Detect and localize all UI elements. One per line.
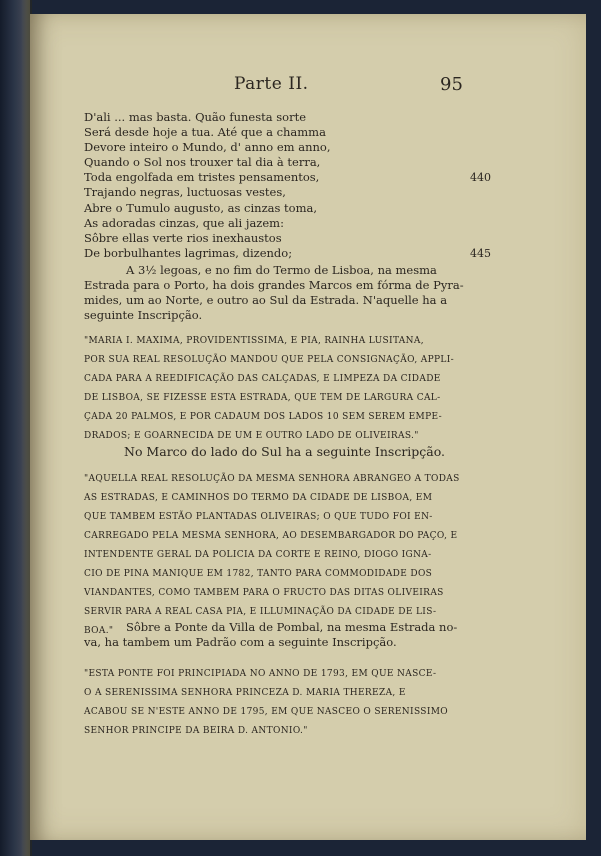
south-marker-heading: No Marco do lado do Sul ha a seguinte Inscripção. [124,444,446,459]
pombal-paragraph: Sôbre a Ponte da Villa de Pombal, na mesma Estrada no- va, ha tambem um Padrão com a seguinte Inscripção. [84,620,458,649]
running-title: Parte II. [234,74,309,94]
book-page [30,14,586,840]
north-marker-inscription: "MARIA I. MAXIMA, PROVIDENTISSIMA, E PIA, RAINHA LUSITANA, POR SUA REAL RESOLUÇÃO MANDOU QUE PELA CONSIGNAÇÃO, APPLI- CADA PARA A REEDIFICAÇÃO DAS CALÇADAS, E LIMPEZA DA CIDADE DE LISBOA, SE FIZESSE ESTA ESTRADA, QUE TEM DE LARGURA CAL- ÇADA 20 PALMOS, E POR CADAUM DOS LADOS 10 SEM SEREM EMPE- DRADOS; E GOARNECIDA DE UM E OUTRO LADO DE OLIVEIRAS." [84,336,455,441]
poem-line: Trajando negras, luctuosas vestes, [84,185,286,200]
poem-line: De borbulhantes lagrimas, dizendo; 445 [84,245,491,260]
page-number: 95 [440,74,463,95]
line-number: 440 [470,171,491,185]
poem-line: Será desde hoje a tua. Até que a chamma [84,125,326,140]
poem-line: Toda engolfada em tristes pensamentos, 440 [84,170,491,185]
line-number: 445 [470,246,491,260]
page-header [30,74,586,102]
south-marker-inscription: "AQUELLA REAL RESOLUÇÃO DA MESMA SENHORA ABRANGEO A TODAS AS ESTRADAS, E CAMINHOS DO TERMO DA CIDADE DE LISBOA, EM QUE TAMBEM ESTÃO PLANTADAS OLIVEIRAS; O QUE TUDO FOI EN- CARREGADO PELA MESMA SENHORA, AO DESEMBARGADOR DO PAÇO, E INTENDENTE GERAL DA POLICIA DA CORTE E REINO, DIOGO IGNA- CIO DE PINA MANIQUE EM 1782, TANTO PARA COMMODIDADE DOS VIANDANTES, COMO TAMBEM PARA O FRUCTO DAS DITAS OLIVEIRAS SERVIR PARA A REAL CASA PIA, E ILLUMINAÇÃO DA CIDADE DE LIS- BOA." [84,474,460,636]
poem-block [84,110,544,261]
poem-line: Quando o Sol nos trouxer tal dia à terra, [84,155,321,170]
poem-line: D'ali ... mas basta. Quão funesta sorte [84,110,307,124]
poem-line: Abre o Tumulo augusto, as cinzas toma, [84,200,318,215]
poem-line: As adoradas cinzas, que ali jazem: [84,215,284,230]
poem-line: Devore inteiro o Mundo, d' anno em anno, [84,140,331,155]
bridge-inscription: "ESTA PONTE FOI PRINCIPIADA NO ANNO DE 1793, EM QUE NASCE- O A SERENISSIMA SENHORA PRINCEZA D. MARIA THEREZA, E ACABOU SE N'ESTE ANNO DE 1795, EM QUE NASCEO O SERENISSIMO SENHOR PRINCIPE DA BEIRA D. ANTONIO." [84,669,449,736]
poem-line: Sôbre ellas verte rios inexhaustos [84,230,282,245]
intro-paragraph: A 3½ legoas, e no fim do Termo de Lisboa, na mesma Estrada para o Porto, ha dois grandes Marcos em fórma de Pyra- mides, um ao Norte, e outro ao Sul da Estrada. N'aquelle ha a seguinte Inscripção. [84,263,464,322]
